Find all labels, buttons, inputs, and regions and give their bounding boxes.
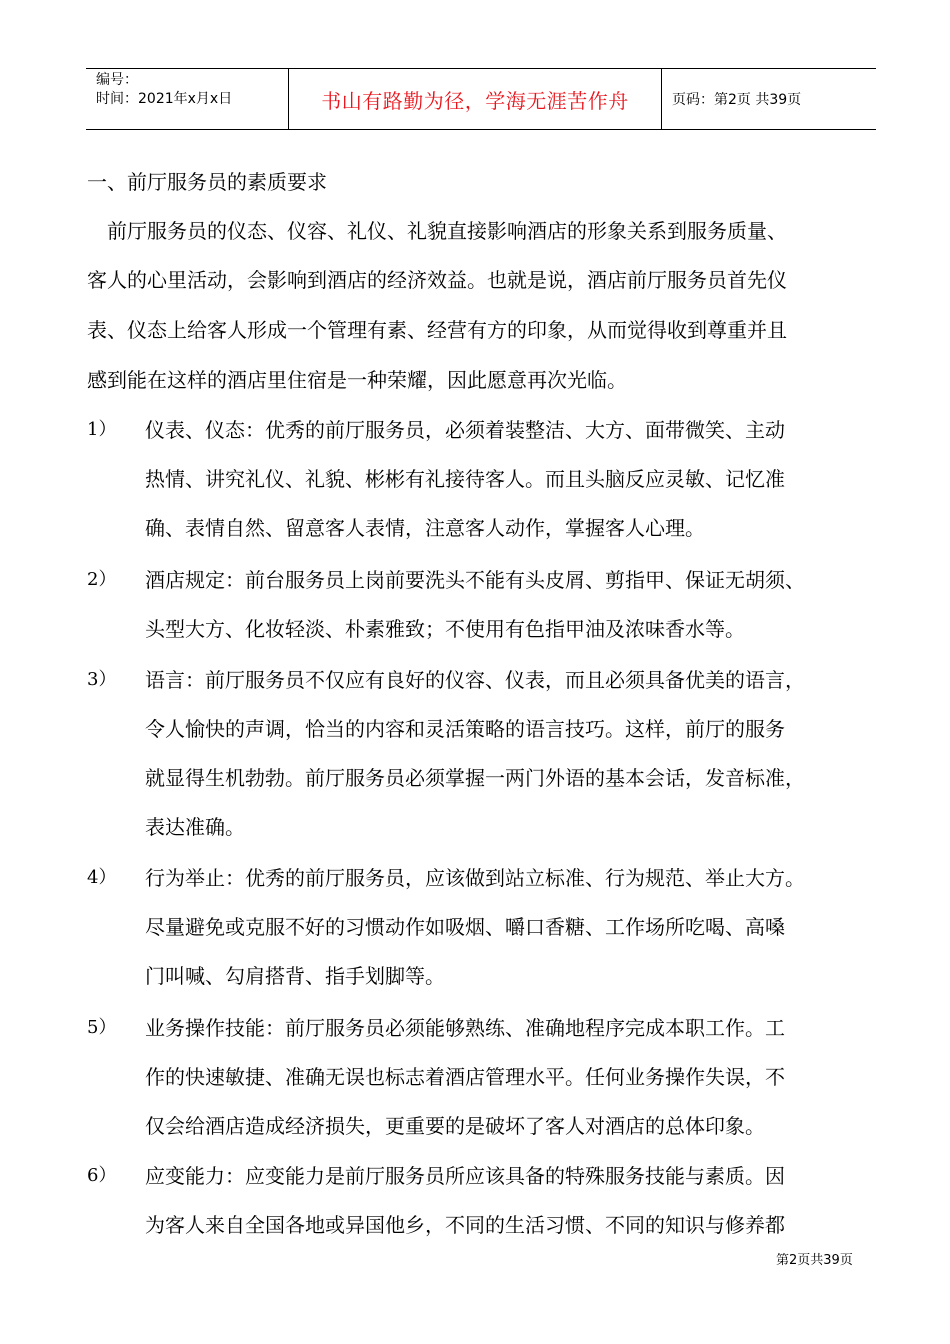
item-number: 1） <box>87 419 117 440</box>
item-line: 行为举止：优秀的前厅服务员，应该做到站立标准、行为规范、举止大方。 <box>145 866 805 890</box>
time-label: 时间：2021年x月x日 <box>96 91 233 107</box>
item-line: 就显得生机勃勃。前厅服务员必须掌握一两门外语的基本会话，发音标准， <box>145 766 805 790</box>
header-motto-cell <box>288 69 662 129</box>
item-line: 业务操作技能：前厅服务员必须能够熟练、准确地程序完成本职工作。工 <box>145 1016 785 1040</box>
intro-line: 客人的心里活动，会影响到酒店的经济效益。也就是说，酒店前厅服务员首先仪 <box>87 268 787 292</box>
header-meta-cell <box>86 69 288 129</box>
item-line: 尽量避免或克服不好的习惯动作如吸烟、嚼口香糖、工作场所吃喝、高嗓 <box>145 915 785 939</box>
item-line: 确、表情自然、留意客人表情，注意客人动作，掌握客人心理。 <box>145 516 705 540</box>
intro-line: 感到能在这样的酒店里住宿是一种荣耀，因此愿意再次光临。 <box>87 368 627 392</box>
item-line: 门叫喊、勾肩搭背、指手划脚等。 <box>145 964 445 988</box>
document-header <box>86 68 876 130</box>
item-line: 为客人来自全国各地或异国他乡，不同的生活习惯、不同的知识与修养都 <box>145 1213 785 1237</box>
footer-page-label: 第2页共39页 <box>776 1253 853 1268</box>
item-number: 3） <box>87 669 117 690</box>
header-page-label: 页码：第2页 共39页 <box>672 92 802 108</box>
item-line: 仪表、仪态：优秀的前厅服务员，必须着装整洁、大方、面带微笑、主动 <box>145 418 785 442</box>
intro-line: 表、仪态上给客人形成一个管理有素、经营有方的印象，从而觉得收到尊重并且 <box>87 318 787 342</box>
item-line: 头型大方、化妆轻淡、朴素雅致；不使用有色指甲油及浓味香水等。 <box>145 617 745 641</box>
motto: 书山有路勤为径，学海无涯苦作舟 <box>321 88 629 113</box>
section-title: 一、前厅服务员的素质要求 <box>87 170 327 194</box>
item-line: 应变能力：应变能力是前厅服务员所应该具备的特殊服务技能与素质。因 <box>145 1164 785 1188</box>
item-line: 热情、讲究礼仪、礼貌、彬彬有礼接待客人。而且头脑反应灵敏、记忆准 <box>145 467 785 491</box>
item-number: 6） <box>87 1165 117 1186</box>
item-line: 令人愉快的声调，恰当的内容和灵活策略的语言技巧。这样，前厅的服务 <box>145 717 785 741</box>
serial-label: 编号： <box>96 72 138 88</box>
item-number: 2） <box>87 569 117 590</box>
item-line: 仅会给酒店造成经济损失，更重要的是破坏了客人对酒店的总体印象。 <box>145 1114 765 1138</box>
item-line: 语言：前厅服务员不仅应有良好的仪容、仪表，而且必须具备优美的语言， <box>145 668 805 692</box>
item-line: 表达准确。 <box>145 815 245 839</box>
header-page-cell <box>662 69 876 129</box>
item-line: 酒店规定：前台服务员上岗前要洗头不能有头皮屑、剪指甲、保证无胡须、 <box>145 568 805 592</box>
item-number: 4） <box>87 867 117 888</box>
item-number: 5） <box>87 1017 117 1038</box>
item-line: 作的快速敏捷、准确无误也标志着酒店管理水平。任何业务操作失误，不 <box>145 1065 785 1089</box>
intro-line: 前厅服务员的仪态、仪容、礼仪、礼貌直接影响酒店的形象关系到服务质量、 <box>107 219 787 243</box>
